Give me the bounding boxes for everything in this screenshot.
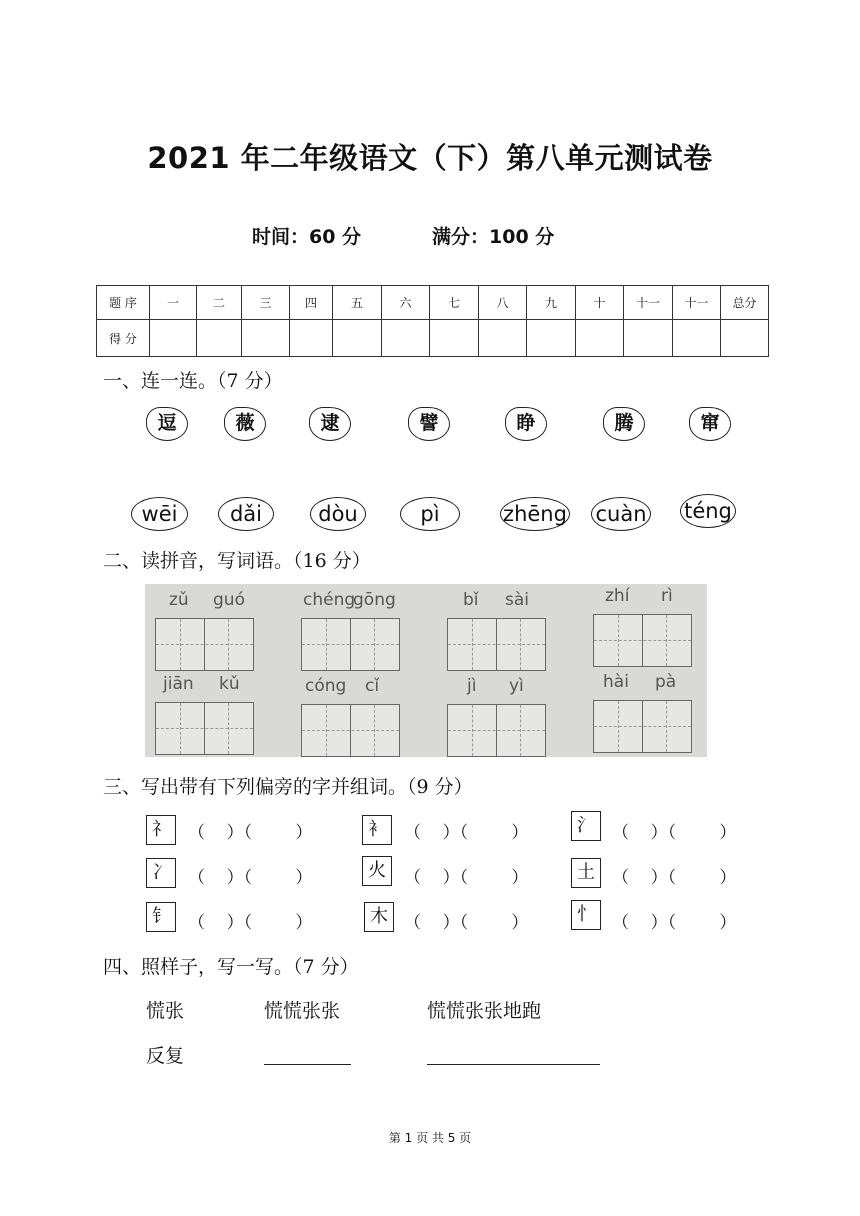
character-bubble[interactable]: 逮 — [309, 407, 351, 441]
score-header-cell: 十一 — [673, 286, 721, 320]
answer-blanks[interactable]: （ ）（ ） — [404, 868, 529, 888]
score-cell[interactable] — [290, 320, 333, 357]
score-cell[interactable] — [333, 320, 382, 357]
pinyin-syllable: pà — [655, 672, 677, 692]
answer-blanks[interactable]: （ ）（ ） — [612, 823, 737, 843]
pinyin-syllable: chéng — [303, 590, 356, 610]
answer-blanks[interactable]: （ ）（ ） — [612, 913, 737, 933]
pinyin-syllable: jì — [467, 676, 477, 696]
pinyin-oval[interactable]: wēi — [131, 497, 188, 531]
writing-grid[interactable] — [447, 704, 546, 757]
pinyin-oval[interactable]: dǎi — [218, 497, 274, 531]
pinyin-syllable: zǔ — [169, 590, 189, 610]
radical-box: 土 — [571, 858, 601, 888]
character-bubble[interactable]: 窜 — [689, 407, 731, 441]
pinyin-syllable: zhí — [605, 586, 630, 606]
character-bubble[interactable]: 薇 — [224, 407, 266, 441]
radical-box: 礻 — [146, 815, 176, 845]
answer-line-phrase[interactable] — [427, 1064, 600, 1065]
score-header-cell: 一 — [150, 286, 197, 320]
pinyin-syllable: sài — [505, 590, 529, 610]
pinyin-oval[interactable]: zhēng — [500, 497, 570, 531]
pinyin-oval[interactable]: pì — [400, 497, 460, 531]
pinyin-syllable: kǔ — [219, 674, 240, 694]
score-cell[interactable] — [576, 320, 624, 357]
score-cell[interactable] — [430, 320, 479, 357]
pinyin-syllable: gōng — [353, 590, 396, 610]
score-cell[interactable] — [197, 320, 242, 357]
pinyin-syllable: hài — [603, 672, 629, 692]
radical-box: 衤 — [362, 815, 392, 845]
score-cell[interactable] — [382, 320, 430, 357]
score-cell[interactable] — [673, 320, 721, 357]
pinyin-oval[interactable]: cuàn — [591, 497, 651, 531]
score-table-header-row — [97, 286, 769, 320]
pinyin-syllable: yì — [509, 676, 524, 696]
score-header-cell: 七 — [430, 286, 479, 320]
radical-box: 钅 — [146, 902, 176, 932]
answer-blanks[interactable]: （ ）（ ） — [612, 868, 737, 888]
page-footer: 第 1 页 共 5 页 — [388, 1131, 472, 1145]
score-table-score-row — [97, 320, 769, 357]
answer-blanks[interactable]: （ ）（ ） — [404, 913, 529, 933]
character-bubble[interactable]: 腾 — [603, 407, 645, 441]
answer-blanks[interactable]: （ ）（ ） — [188, 913, 313, 933]
answer-blanks[interactable]: （ ）（ ） — [188, 823, 313, 843]
example-phrase: 慌慌张张地跑 — [427, 1000, 542, 1022]
character-bubble[interactable]: 睁 — [505, 407, 547, 441]
character-bubble[interactable]: 逗 — [146, 407, 188, 441]
radical-box: 冫 — [146, 858, 176, 888]
score-header-cell: 题 序 — [97, 286, 150, 320]
section3-heading: 三、写出带有下列偏旁的字并组词。（9 分） — [103, 776, 473, 798]
pinyin-syllable: rì — [661, 586, 673, 606]
score-header-cell: 总分 — [721, 286, 769, 320]
radical-box: 氵 — [571, 811, 601, 841]
score-header-cell: 三 — [242, 286, 290, 320]
score-header-cell: 六 — [382, 286, 430, 320]
writing-grid[interactable] — [593, 700, 692, 753]
radical-box: 火 — [362, 856, 392, 886]
writing-grid[interactable] — [155, 618, 254, 671]
score-header-cell: 十一 — [624, 286, 673, 320]
pinyin-syllable: guó — [213, 590, 245, 610]
full-score-label: 满分：100 分 — [432, 226, 555, 248]
example-word: 慌张 — [146, 1000, 185, 1022]
radical-box: 忄 — [571, 900, 601, 930]
score-cell[interactable] — [527, 320, 576, 357]
answer-blanks[interactable]: （ ）（ ） — [188, 868, 313, 888]
time-label: 时间：60 分 — [252, 226, 362, 248]
section4-heading: 四、照样子，写一写。（7 分） — [103, 956, 359, 978]
radical-box: 木 — [364, 902, 394, 932]
pinyin-syllable: cǐ — [365, 676, 380, 696]
writing-grid[interactable] — [593, 614, 692, 667]
task-word: 反复 — [146, 1045, 185, 1067]
writing-grid[interactable] — [301, 618, 400, 671]
pinyin-writing-photo — [145, 584, 707, 757]
answer-line-aabb[interactable] — [264, 1064, 351, 1065]
answer-blanks[interactable]: （ ）（ ） — [404, 823, 529, 843]
pinyin-syllable: bǐ — [463, 590, 479, 610]
score-header-cell: 五 — [333, 286, 382, 320]
score-header-cell: 八 — [479, 286, 527, 320]
writing-grid[interactable] — [447, 618, 546, 671]
score-cell[interactable] — [150, 320, 197, 357]
pinyin-syllable: cóng — [305, 676, 347, 696]
score-cell[interactable] — [479, 320, 527, 357]
score-cell[interactable] — [721, 320, 769, 357]
score-header-cell: 九 — [527, 286, 576, 320]
pinyin-oval[interactable]: téng — [680, 494, 736, 528]
score-cell[interactable] — [242, 320, 290, 357]
page-title: 2021 年二年级语文（下）第八单元测试卷 — [147, 141, 713, 175]
score-row-label: 得 分 — [97, 320, 150, 357]
score-cell[interactable] — [624, 320, 673, 357]
score-header-cell: 二 — [197, 286, 242, 320]
section2-heading: 二、读拼音，写词语。（16 分） — [103, 550, 371, 572]
pinyin-syllable: jiān — [163, 674, 194, 694]
pinyin-oval[interactable]: dòu — [310, 497, 366, 531]
score-header-cell: 十 — [576, 286, 624, 320]
writing-grid[interactable] — [301, 704, 400, 757]
writing-grid[interactable] — [155, 702, 254, 755]
section1-heading: 一、连一连。（7 分） — [103, 370, 283, 392]
example-aabb: 慌慌张张 — [264, 1000, 341, 1022]
character-bubble[interactable]: 譬 — [408, 407, 450, 441]
score-header-cell: 四 — [290, 286, 333, 320]
score-table — [96, 285, 769, 357]
